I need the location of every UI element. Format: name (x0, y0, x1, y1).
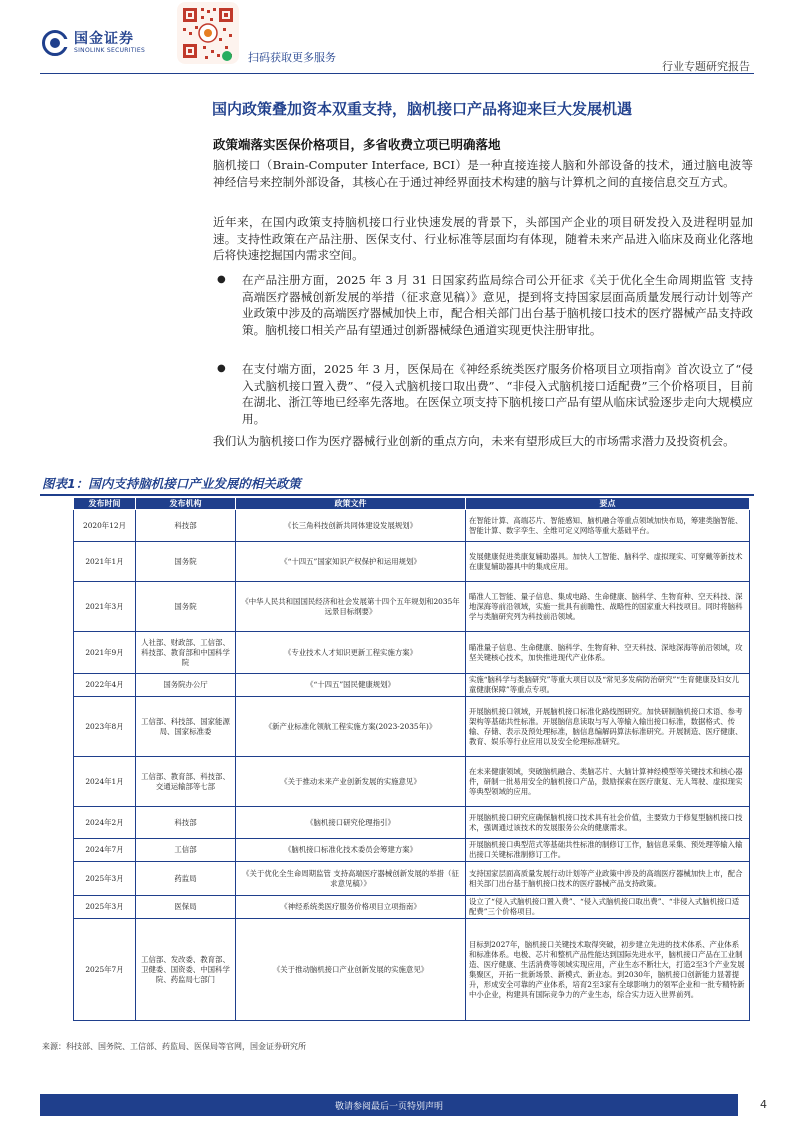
cell-time: 2024年7月 (74, 839, 136, 862)
table-row (74, 839, 750, 862)
cell-key: 设立了“侵入式脑机接口置入费”、“侵入式脑机接口取出费”、“非侵入式脑机接口适配费”三个价格项目。 (466, 896, 750, 919)
cell-org: 人社部、财政部、工信部、科技部、教育部和中国科学院 (136, 632, 236, 674)
sinolink-logo (42, 30, 145, 56)
cell-time: 2023年8月 (74, 697, 136, 757)
cell-time: 2021年9月 (74, 632, 136, 674)
cell-doc: 《专业技术人才知识更新工程实施方案》 (236, 632, 466, 674)
paragraph-policy-background: 近年来，在国内政策支持脑机接口行业快速发展的背景下，头部国产企业的项目研发投入及进程明显加速。支持性政策在产品注册、医保支付、行业标准等层面均有体现，随着未来产品进入临床及商业化落地后将快速挖掘国内需求空间。 (213, 215, 753, 263)
bullet-icon: ● (217, 274, 226, 285)
cell-doc: 《神经系统类医疗服务价格项目立项指南》 (236, 896, 466, 919)
table-header-row (74, 498, 750, 510)
page-header (0, 0, 794, 76)
cell-time: 2025年7月 (74, 919, 136, 1021)
cell-key: 发展健康促进类康复辅助器具。加快人工智能、脑科学、虚拟现实、可穿戴等新技术在康复辅助器具中的集成应用。 (466, 542, 750, 582)
column-header-org: 发布机构 (136, 498, 236, 510)
scan-qr-text: 扫码获取更多服务 (248, 51, 336, 64)
cell-doc: 《脑机接口研究伦理指引》 (236, 807, 466, 839)
cell-doc: 《关于推动脑机接口产业创新发展的实施意见》 (236, 919, 466, 1021)
cell-key: 支持国家层面高质量发展行动计划等产业政策中涉及的高端医疗器械加快上市，配合相关部门出台基于脑机接口技术的医疗器械产品支持政策。 (466, 862, 750, 896)
cell-org: 国务院办公厅 (136, 674, 236, 697)
table-row (74, 542, 750, 582)
cell-org: 工信部、教育部、科技部、交通运输部等七部 (136, 757, 236, 807)
cell-doc: 《长三角科技创新共同体建设发展规划》 (236, 510, 466, 542)
cell-time: 2022年4月 (74, 674, 136, 697)
column-header-key: 要点 (466, 498, 750, 510)
cell-time: 2021年3月 (74, 582, 136, 632)
cell-doc: 《脑机接口标准化技术委员会筹建方案》 (236, 839, 466, 862)
cell-org: 工信部、发改委、教育部、卫健委、国资委、中国科学院、药监局七部门 (136, 919, 236, 1021)
cell-key: 目标到2027年，脑机接口关键技术取得突破，初步建立先进的技术体系、产业体系和标准体系。电极、芯片和整机产品性能达到国际先进水平，脑机接口产品在工业制造、医疗健康、生活消费等领域实现应用，产业生态不断壮大，打造2至3个产业发展集聚区，开拓一批新场景、新模式、新业态。到2030年，脑机接口创新能力显著提升，形成安全可靠的产业体系，培育2至3家有全球影响力的领军企业和一批专精特新中小企业，构建具有国际竞争力的产业生态，综合实力迈入世界前列。 (466, 919, 750, 1021)
policy-table (73, 497, 750, 1021)
logo-mark-icon (42, 30, 68, 56)
cell-time: 2025年3月 (74, 896, 136, 919)
cell-time: 2024年1月 (74, 757, 136, 807)
cell-org: 国务院 (136, 582, 236, 632)
header-divider (40, 73, 754, 74)
report-type-label: 行业专题研究报告 (662, 60, 750, 73)
cell-key: 瞄准量子信息、生命健康、脑科学、生物育种、空天科技、深地深海等前沿领域，攻坚关键核心技术，加快推进现代产业体系。 (466, 632, 750, 674)
column-header-time: 发布时间 (74, 498, 136, 510)
cell-org: 医保局 (136, 896, 236, 919)
cell-doc: 《关于优化全生命周期监管 支持高端医疗器械创新发展的举措（征求意见稿）》 (236, 862, 466, 896)
qr-code-icon[interactable] (177, 2, 239, 64)
table-row (74, 862, 750, 896)
cell-time: 2024年2月 (74, 807, 136, 839)
logo-en-text: SINOLINK SECURITIES (74, 46, 146, 54)
cell-org: 国务院 (136, 542, 236, 582)
page-title: 国内政策叠加资本双重支持，脑机接口产品将迎来巨大发展机遇 (212, 100, 633, 118)
cell-doc: 《关于推动未来产业创新发展的实施意见》 (236, 757, 466, 807)
cell-doc: 《中华人民共和国国民经济和社会发展第十四个五年规划和2035年远景目标纲要》 (236, 582, 466, 632)
cell-time: 2021年1月 (74, 542, 136, 582)
cell-key: 开展脑机接口典型范式等基础共性标准的制修订工作，脑信息采集、预处理等输入输出接口关键标准制修订工作。 (466, 839, 750, 862)
cell-doc: 《新产业标准化领航工程实施方案(2023-2035年)》 (236, 697, 466, 757)
bullet-payment: 在支付端方面，2025 年 3 月，医保局在《神经系统类医疗服务价格项目立项指南》首次设立了“侵入式脑机接口置入费”、“侵入式脑机接口取出费”、“非侵入式脑机接口适配费”三个价格项目，目前在湖北、浙江等地已经率先落地。在医保立项支持下脑机接口产品有望从临床试验逐步走向大规模应用。 (242, 362, 753, 426)
figure-title: 图表1：国内支持脑机接口产业发展的相关政策 (42, 476, 301, 491)
cell-org: 工信部 (136, 839, 236, 862)
table-row (74, 674, 750, 697)
paragraph-intro: 脑机接口（Brain-Computer Interface, BCI）是一种直接连接人脑和外部设备的技术，通过脑电波等神经信号来控制外部设备，其核心在于通过神经界面技术构建的脑与计算机之间的直接信息交互方式。 (213, 158, 753, 189)
cell-doc: 《“十四五”国家知识产权保护和运用规划》 (236, 542, 466, 582)
cell-time: 2025年3月 (74, 862, 136, 896)
cell-org: 工信部、科技部、国家能源局、国家标准委 (136, 697, 236, 757)
logo-cn-text: 国金证券 (74, 30, 134, 47)
figure-divider (40, 494, 754, 496)
cell-key: 实施“脑科学与类脑研究”等重大项目以及“常见多发病防治研究”“生育健康及妇女儿童健康保障”等重点专项。 (466, 674, 750, 697)
cell-key: 开展脑机接口研究应确保脑机接口技术具有社会价值，主要致力于修复型脑机接口技术，强调通过该技术的发展服务公众的健康需求。 (466, 807, 750, 839)
cell-org: 科技部 (136, 510, 236, 542)
column-header-doc: 政策文件 (236, 498, 466, 510)
cell-key: 在未来健康领域，突破脑机融合、类脑芯片、大脑计算神经模型等关键技术和核心器件，研制一批易用安全的脑机接口产品，鼓励探索在医疗康复、无人驾驶、虚拟现实等典型领域的应用。 (466, 757, 750, 807)
table-row (74, 757, 750, 807)
table-row (74, 807, 750, 839)
cell-doc: 《“十四五”国民健康规划》 (236, 674, 466, 697)
cell-key: 开展脑机接口领域，开展脑机接口标准化路线图研究。加快研制脑机接口术语、参考架构等基础共性标准。开展脑信息读取与写入等输入输出接口标准，数据格式、传输、存储、表示及预处理标准，脑信息编解码算法标准研究。开展制造、医疗健康、教育、娱乐等行业应用以及安全伦理标准研究。 (466, 697, 750, 757)
cell-key: 瞄准人工智能、量子信息、集成电路、生命健康、脑科学、生物育种、空天科技、深地深海等前沿领域，实施一批具有前瞻性、战略性的国家重大科技项目。同时将脑科学与类脑研究列为科技前沿领域。 (466, 582, 750, 632)
bullet-icon: ● (217, 363, 226, 374)
bullet-registration: 在产品注册方面，2025 年 3 月 31 日国家药监局综合司公开征求《关于优化全生命周期监管 支持高端医疗器械创新发展的举措（征求意见稿）》意见，提到将支持国家层面高质量发展行动计划等产业政策中涉及的高端医疗器械加快上市，配合相关部门出台基于脑机接口技术的医疗器械产品支持政策。脑机接口相关产品有望通过创新器械绿色通道实现更快注册审批。 (242, 273, 753, 337)
table-row (74, 896, 750, 919)
cell-time: 2020年12月 (74, 510, 136, 542)
table-row (74, 632, 750, 674)
paragraph-conclusion: 我们认为脑机接口作为医疗器械行业创新的重点方向，未来有望形成巨大的市场需求潜力及投资机会。 (213, 434, 735, 448)
cell-org: 科技部 (136, 807, 236, 839)
table-row (74, 510, 750, 542)
section-title: 政策端落实医保价格项目，多省收费立项已明确落地 (213, 137, 501, 152)
page-number: 4 (760, 1098, 767, 1111)
cell-org: 药监局 (136, 862, 236, 896)
table-row (74, 697, 750, 757)
source-note: 来源：科技部、国务院、工信部、药监局、医保局等官网，国金证券研究所 (42, 1042, 306, 1051)
footer-disclaimer[interactable]: 敬请参阅最后一页特别声明 (334, 1102, 443, 1112)
table-row (74, 582, 750, 632)
cell-key: 在智能计算、高端芯片、智能感知、脑机融合等重点领域加快布局，筹建类脑智能、智能计算、数字孪生、全维可定义网络等重大基础平台。 (466, 510, 750, 542)
table-row (74, 919, 750, 1021)
